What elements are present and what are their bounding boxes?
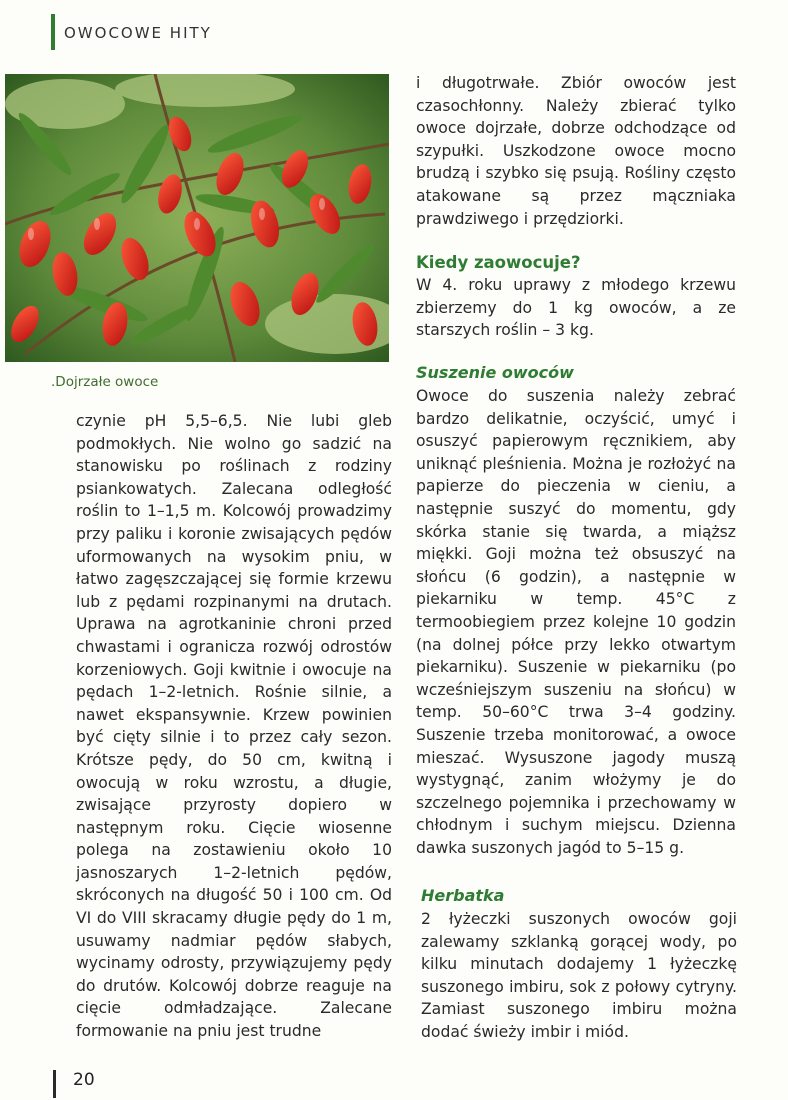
intro-paragraph: i długotrwałe. Zbiór owoców jest czasochłonny. Należy zbierać tylko owoce dojrzałe, dobrze odchodzące od szypułki. Uszkodzone owoce mocno brudzą i szybko się psują. Rośliny często atakowane są przez mączniaka prawdziwego i przędziorki.: [416, 74, 736, 228]
footer-accent-bar: [53, 1070, 56, 1098]
photo-caption: .Dojrzałe owoce: [51, 374, 159, 390]
header-accent-bar: [51, 14, 55, 50]
goji-berries-photo: [5, 74, 389, 362]
heading-kiedy-zaowocuje: Kiedy zaowocuje?: [416, 253, 581, 272]
heading-suszenie-owocow: Suszenie owoców: [416, 363, 574, 382]
left-column-text: czynie pH 5,5–6,5. Nie lubi gleb podmokłych. Nie wolno go sadzić na stanowisku po roślinach z rodziny psiankowatych. Zalecana odległość roślin to 1–1,5 m. Kolcowój prowadzimy przy paliku i koronie zwisających pędów uformowanych na wysokim pniu, w łatwo zagęszczającej się formie krzewu lub z pędami rozpinanymi na drutach. Uprawa na agrotkaninie chroni przed chwastami i ogranicza rozwój odrostów korzeniowych. Goji kwitnie i owocuje na pędach 1–2-letnich. Rośnie silnie, a nawet ekspansywnie. Krzew powinien być cięty silnie i to przez cały sezon. Krótsze pędy, do 50 cm, kwitną i owocują w roku wzrostu, a długie, zwisające przyrosty dopiero w następnym roku. Cięcie wiosenne polega na zostawieniu około 10 jasnoszarych 1–2-letnich pędów, skróconych na długość 50 i 100 cm. Od VI do VIII skracamy długie pędy do 1 m, usuwamy nadmiar pędów słabych, wycinamy odrosty, przywiązujemy pędy do drutów. Kolcowój dobrze reaguje na cięcie odmładzające. Zalecane formowanie na pniu jest trudne: [76, 412, 392, 1041]
heading-herbatka: Herbatka: [421, 886, 505, 905]
paragraph-herbatka: 2 łyżeczki suszonych owoców goji zalewamy szklanką gorącej wody, po kilku minutach dodajemy 1 łyżeczkę suszonego imbiru, sok z połowy cytryny. Zamiast suszonego imbiru można dodać świeży imbir i miód.: [421, 910, 737, 1041]
paragraph-suszenie-owocow: Owoce do suszenia należy zebrać bardzo delikatnie, oczyścić, umyć i osuszyć papierowym ręcznikiem, aby uniknąć pleśnienia. Można je rozłożyć na papierze do pieczenia w cieniu, a następnie suszyć do momentu, gdy skórka stanie się twarda, a miąższ miękki. Goji można też obsuszyć na słońcu (6 godzin), a następnie w piekarniku w temp. 45°C z termoobiegiem przez kolejne 10 godzin (na dolnej półce przy lekko otwartym piekarniku). Suszenie w piekarniku (po wcześniejszym suszeniu na słońcu) w temp. 50–60°C trwa 3–4 godziny. Suszenie trzeba monitorować, a owoce mieszać. Wysuszone jagody muszą wystygnąć, zanim włożymy je do szczelnego pojemnika i przechowamy w chłodnym i suchym miejscu. Dzienna dawka suszonych jagód to 5–15 g.: [416, 387, 736, 857]
section-title: OWOCOWE HITY: [64, 24, 212, 42]
page-number: 20: [73, 1070, 95, 1090]
paragraph-kiedy-zaowocuje: W 4. roku uprawy z młodego krzewu zbierzemy do 1 kg owoców, a ze starszych roślin – 3 kg.: [416, 276, 736, 340]
